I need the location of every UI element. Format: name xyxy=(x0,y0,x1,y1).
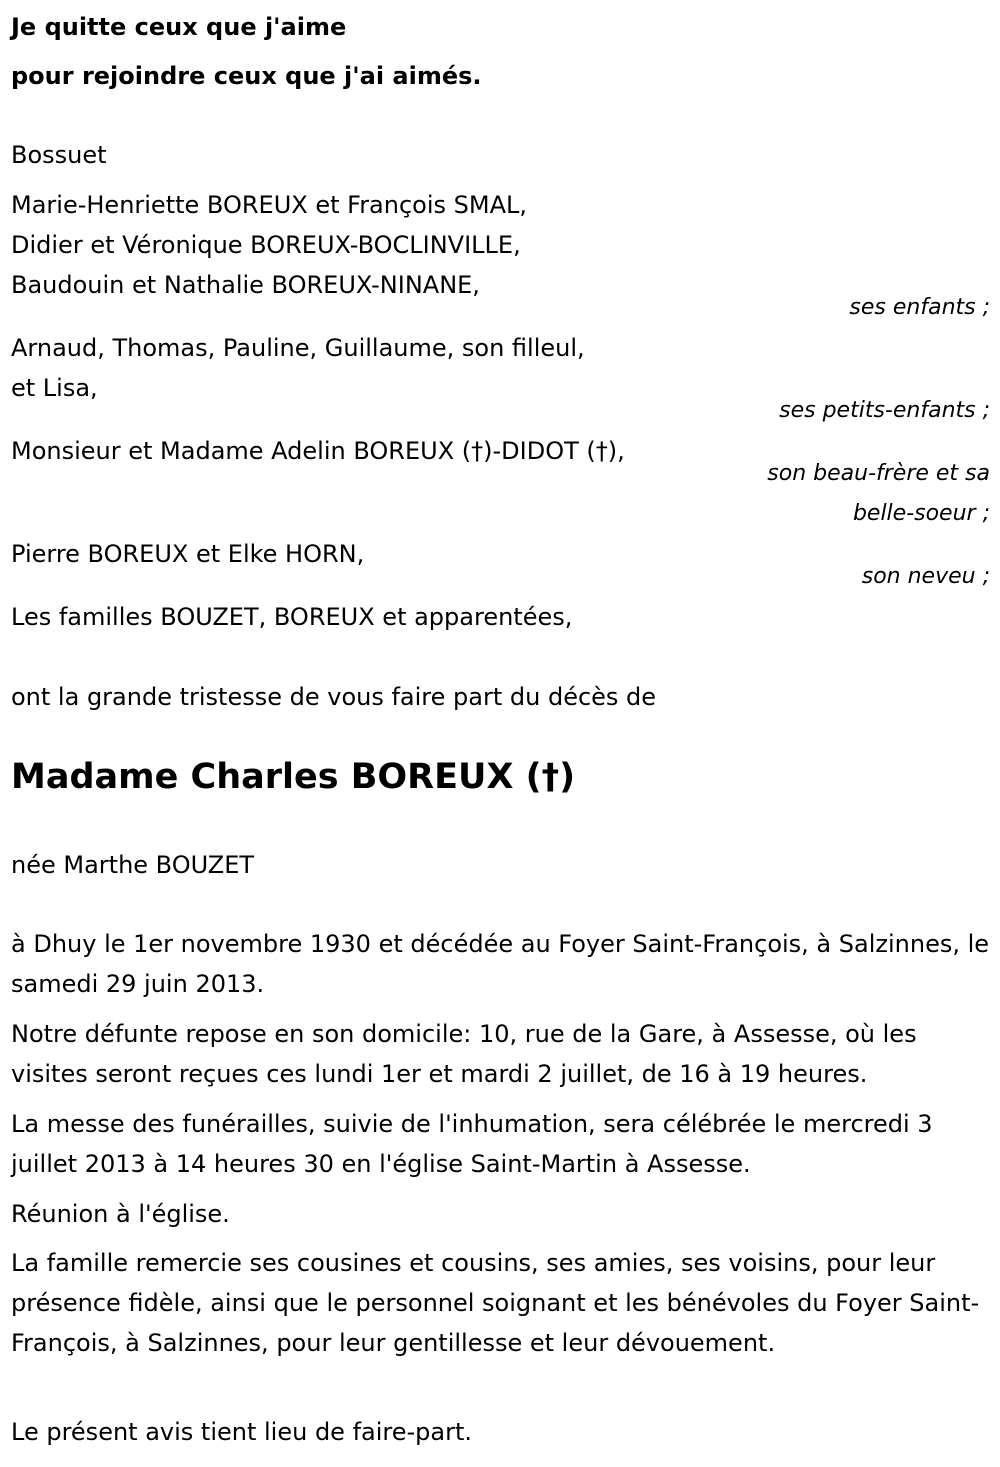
grandchildren-line-2: et Lisa, xyxy=(11,374,98,402)
inlaws-relation-1: son beau-frère et sa xyxy=(767,461,990,486)
nephew-relation: son neveu ; xyxy=(861,564,990,589)
mass-paragraph: La messe des funérailles, suivie de l'inhumation, sera célébrée le mercredi 3 juillet 2013 à 14 heures 30 en l'église Saint-Martin à Assesse. xyxy=(11,1110,933,1178)
rest-paragraph: Notre défunte repose en son domicile: 10, rue de la Gare, à Assesse, où les visites seront reçues ces lundi 1er et mardi 2 juillet, de 16 à 19 heures. xyxy=(11,1020,917,1088)
notice-paragraph: Le présent avis tient lieu de faire-part. xyxy=(11,1418,473,1446)
thanks-paragraph: La famille remercie ses cousines et cousins, ses amies, ses voisins, pour leur présence fidèle, ainsi que le personnel soignant et les bénévoles du Foyer Saint-François, à Salzinnes, pour leur gentillesse et leur dévouement. xyxy=(11,1249,980,1357)
children-line-2: Didier et Véronique BOREUX-BOCLINVILLE, xyxy=(11,231,521,259)
inlaws-relation-2: belle-soeur ; xyxy=(852,501,990,526)
children-relation: ses enfants ; xyxy=(849,295,990,320)
epigraph-line-2: pour rejoindre ceux que j'ai aimés. xyxy=(11,62,482,90)
inlaws-line: Monsieur et Madame Adelin BOREUX (†)-DIDOT (†), xyxy=(11,437,625,465)
grandchildren-relation: ses petits-enfants ; xyxy=(779,398,990,423)
children-line-3: Baudouin et Nathalie BOREUX-NINANE, xyxy=(11,271,480,299)
deceased-name: Madame Charles BOREUX (†) xyxy=(11,757,576,797)
meeting-paragraph: Réunion à l'église. xyxy=(11,1200,230,1228)
place-name: Bossuet xyxy=(11,141,107,169)
families-line: Les familles BOUZET, BOREUX et apparentées, xyxy=(11,603,573,631)
announcement: ont la grande tristesse de vous faire part du décès de xyxy=(11,683,657,711)
children-line-1: Marie-Henriette BOREUX et François SMAL, xyxy=(11,191,528,219)
nephew-line: Pierre BOREUX et Elke HORN, xyxy=(11,540,365,568)
birth-death-paragraph: à Dhuy le 1er novembre 1930 et décédée au Foyer Saint-François, à Salzinnes, le samedi 29 juin 2013. xyxy=(11,930,990,998)
epigraph-line-1: Je quitte ceux que j'aime xyxy=(11,13,347,41)
grandchildren-line-1: Arnaud, Thomas, Pauline, Guillaume, son filleul, xyxy=(11,334,585,362)
birth-name: née Marthe BOUZET xyxy=(11,851,255,879)
